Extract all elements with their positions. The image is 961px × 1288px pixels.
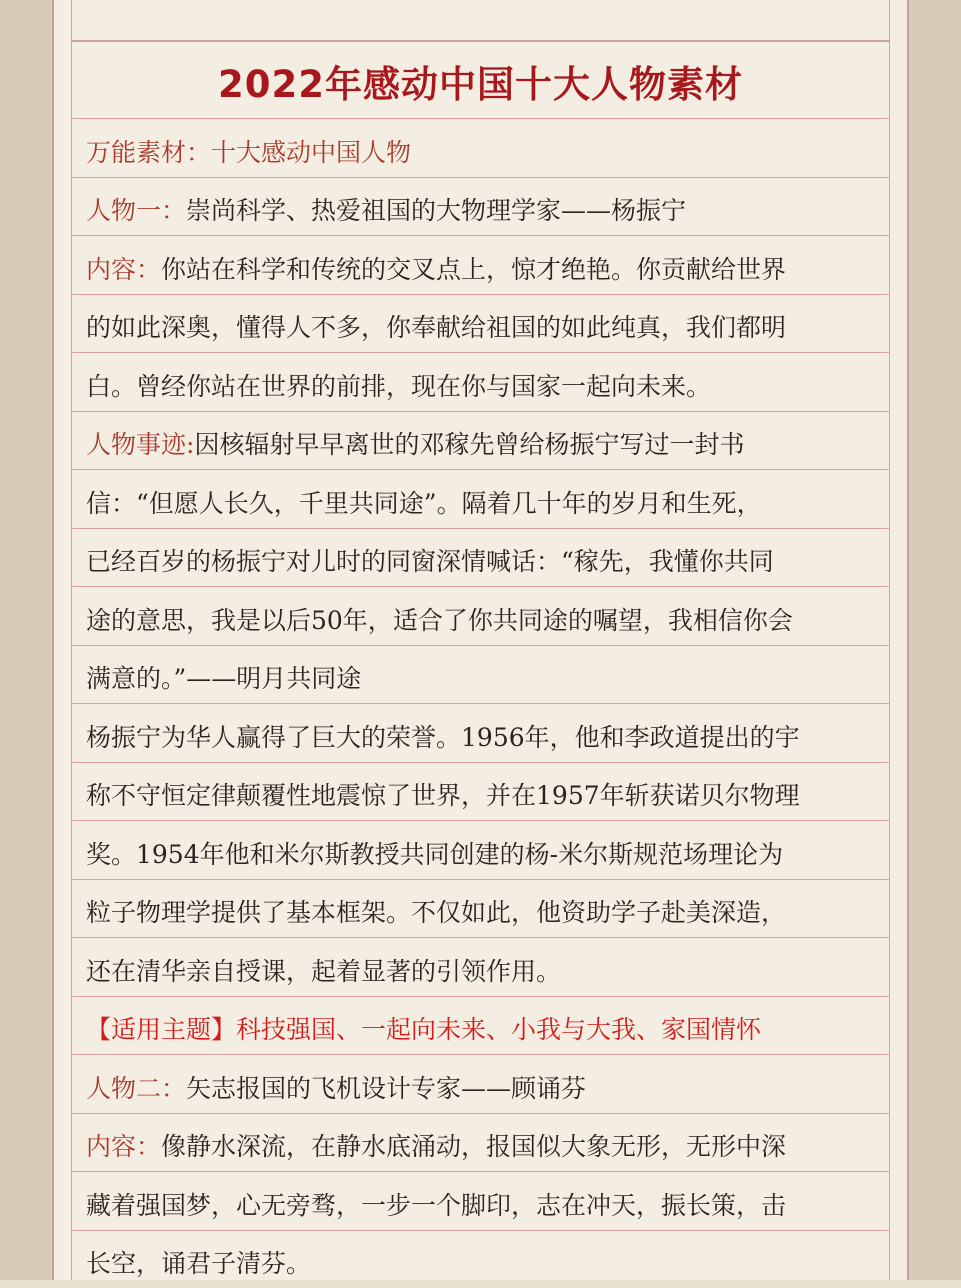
text-row bbox=[72, 528, 889, 587]
text-row bbox=[72, 235, 889, 294]
text-row bbox=[72, 996, 889, 1055]
row-label: 内容： bbox=[86, 1127, 161, 1163]
text-row bbox=[72, 352, 889, 411]
row-text: 崇尚科学、热爱祖国的大物理学家——杨振宁 bbox=[186, 191, 686, 227]
text-row bbox=[72, 1171, 889, 1230]
row-text: 已经百岁的杨振宁对儿时的同窗深情喊话：“稼先，我懂你共同 bbox=[86, 542, 774, 578]
row-label: 人物事迹: bbox=[86, 425, 194, 461]
text-row bbox=[72, 645, 889, 704]
row-text: 奖。1954年他和米尔斯教授共同创建的杨-米尔斯规范场理论为 bbox=[86, 835, 783, 871]
row-text: 长空，诵君子清芬。 bbox=[86, 1244, 311, 1280]
row-text: 杨振宁为华人赢得了巨大的荣誉。1956年，他和李政道提出的宇 bbox=[86, 718, 800, 754]
text-row bbox=[72, 411, 889, 470]
text-row bbox=[72, 703, 889, 762]
row-text: 矢志报国的飞机设计专家——顾诵芬 bbox=[186, 1069, 586, 1105]
text-row bbox=[72, 469, 889, 528]
row-text: 十大感动中国人物 bbox=[211, 133, 411, 169]
row-text: 的如此深奥，懂得人不多，你奉献给祖国的如此纯真，我们都明 bbox=[86, 308, 786, 344]
row-text: 信：“但愿人长久，千里共同途”。隔着几十年的岁月和生死， bbox=[86, 484, 762, 520]
row-text: 称不守恒定律颠覆性地震惊了世界，并在1957年斩获诺贝尔物理 bbox=[86, 776, 800, 812]
margin-line-right bbox=[889, 0, 890, 1280]
row-label: 人物二： bbox=[86, 1069, 186, 1105]
row-text: 科技强国、一起向未来、小我与大我、家国情怀 bbox=[236, 1010, 761, 1046]
row-text: 粒子物理学提供了基本框架。不仅如此，他资助学子赴美深造， bbox=[86, 893, 786, 929]
row-text: 像静水深流，在静水底涌动，报国似大象无形，无形中深 bbox=[161, 1127, 786, 1163]
text-row bbox=[72, 118, 889, 177]
text-row bbox=[72, 177, 889, 236]
text-row bbox=[72, 820, 889, 879]
page-title: 2022年感动中国十大人物素材 bbox=[218, 54, 743, 108]
paper-edge-right bbox=[909, 0, 961, 1280]
row-label: 万能素材： bbox=[86, 133, 211, 169]
paper-edge-left bbox=[0, 0, 52, 1280]
row-text: 藏着强国梦，心无旁骛，一步一个脚印，志在冲天，振长策，击 bbox=[86, 1186, 786, 1222]
row-label: 人物一： bbox=[86, 191, 186, 227]
lined-sheet bbox=[52, 0, 909, 1280]
text-row bbox=[72, 762, 889, 821]
row-text: 途的意思，我是以后50年，适合了你共同途的嘱望，我相信你会 bbox=[86, 601, 793, 637]
text-row bbox=[72, 1054, 889, 1113]
text-row bbox=[72, 1113, 889, 1172]
row-text: 因核辐射早早离世的邓稼先曾给杨振宁写过一封书 bbox=[194, 425, 744, 461]
text-row bbox=[72, 1230, 889, 1288]
row-label: 【适用主题】 bbox=[86, 1010, 236, 1046]
row-text: 满意的。”——明月共同途 bbox=[86, 659, 361, 695]
row-text: 白。曾经你站在世界的前排，现在你与国家一起向未来。 bbox=[86, 367, 711, 403]
text-row bbox=[72, 294, 889, 353]
text-row bbox=[72, 879, 889, 938]
text-row bbox=[72, 937, 889, 996]
title-box bbox=[72, 40, 889, 120]
row-text: 还在清华亲自授课，起着显著的引领作用。 bbox=[86, 952, 561, 988]
row-label: 内容： bbox=[86, 250, 161, 286]
text-rows bbox=[72, 118, 889, 1288]
text-row bbox=[72, 586, 889, 645]
row-text: 你站在科学和传统的交叉点上，惊才绝艳。你贡献给世界 bbox=[161, 250, 786, 286]
